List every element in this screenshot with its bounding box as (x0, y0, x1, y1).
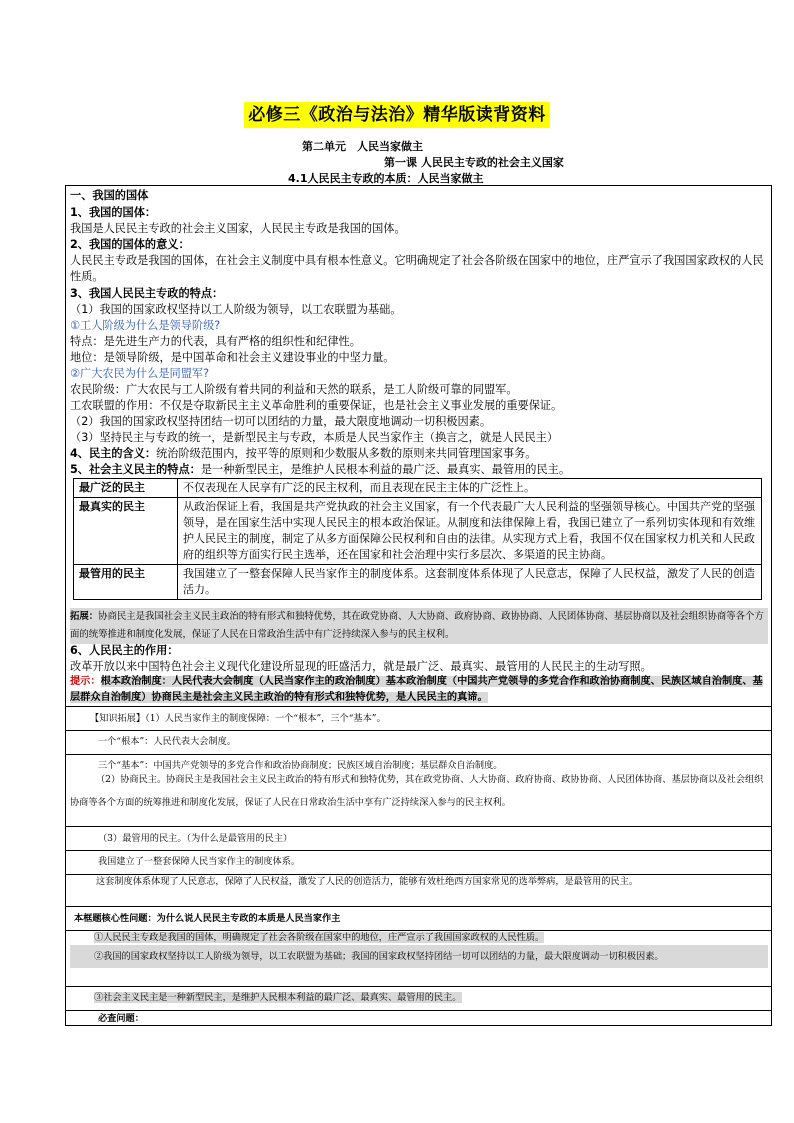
s1-p4: 特点：是先进生产力的代表，具有严格的组织性和纪律性。 (70, 335, 361, 348)
s1-p8: （2）我国的国家政权坚持团结一切可以团结的力量，最大限度地调动一切积极因素。 (70, 415, 492, 428)
s1-p1: 我国是人民民主专政的社会主义国家，人民民主专政是我国的国体。 (70, 222, 406, 235)
box-l7: 这套制度体系体现了人民意志，保障了人民权益，激发了人民的创造活力，能够有效杜绝西方国家常见的选举弊病，是最管用的民主。 (96, 876, 639, 887)
s1-line5 (70, 462, 570, 477)
s1-p6: 农民阶级：广大农民与工人阶级有着共同的利益和天然的联系，是工人阶级可靠的同盟军。 (70, 383, 518, 396)
document-title: 必修三《政治与法治》精华版读背资料 (244, 102, 550, 128)
s1-p7: 工农联盟的作用：不仅是夺取新民主主义革命胜利的重要保证，也是社会主义事业发展的重要保证。 (70, 399, 563, 412)
p12: 改革开放以来中国特色社会主义现代化建设所显现的旺盛活力，就是最广泛、最真实、最管用的人民民主的生动写照。 (70, 660, 652, 673)
box-rule (65, 906, 772, 907)
tip-text: 根本政治制度：人民代表大会制度（人民当家作主的政治制度）基本政治制度（中国共产党领导的多党合作和政治协商制度、民族区域自治制度、基层群众自治制度）协商民主是社会主义民主政治的特有形式和独特优势，是人民民主的真谛。 (70, 676, 763, 703)
s1-q2: ②广大农民为什么是同盟军? (70, 367, 210, 380)
s1-line4 (70, 446, 537, 461)
extension-label: 拓展： (70, 611, 99, 622)
extension-text: 协商民主是我国社会主义民主政治的特有形式和独特优势，其在政党协商、人大协商、政府协商、政协协商、人民团体协商、基层协商以及社会组织协商等各个方面的统筹推进和制度化发展，保证了人民在日常政治生活中有广泛持续深入参与的民主权利。 (70, 611, 764, 640)
table-key: 最管用的民主 (74, 565, 178, 600)
s1-heading: 一、我国的国体 (70, 189, 149, 202)
table-value: 从政治保证上看，我国是共产党执政的社会主义国家，有一个代表最广大人民利益的坚强领导核心。中国共产党的坚强领导，是在国家生活中实现人民民主的根本政治保证。从制度和法律保障上看，我国已建立了一系列切实体现和有效维护人民民主的制度，制定了从多方面保障公民权利和自由的法律。从实现方式上看，我国不仅在国家权力机关和人民政府的组织等方面实行民主选举，还在国家和社会治理中实行多层次、多渠道的民主协商。 (178, 498, 762, 565)
box-rule (65, 986, 772, 987)
democracy-table (73, 478, 762, 600)
box-l11 (94, 990, 462, 1005)
box-rule (65, 850, 772, 851)
table-row (74, 479, 762, 498)
box-l10: ②我国的国家政权坚持以工人阶级为领导，以工农联盟为基础；我国的国家政权坚持团结一切可以团结的力量，最大限度调动一切积极因素。 (70, 945, 768, 968)
table-value: 我国建立了一整套保障人民当家作主的制度体系。这套制度体系体现了人民意志，保障了人民权益，激发了人民的创造活力。 (178, 565, 762, 600)
tip-note (70, 674, 768, 706)
box-l12: 必查问题： (98, 1013, 144, 1024)
s1-h4: 4、民主的含义： (70, 447, 157, 460)
table-key: 最广泛的民主 (74, 479, 178, 498)
s1-p9: （3）坚持民主与专政的统一，是新型民主与专政，本质是人民当家作主（换言之，就是人民民主） (70, 431, 559, 444)
s1-h2: 2、我国的国体的意义： (70, 238, 190, 251)
s1-p11: 是一种新型民主，是维护人民根本利益的最广泛、最真实、最管用的民主。 (200, 463, 571, 476)
s1-h1: 1、我国的国体： (70, 206, 157, 219)
lesson-heading: 第一课 人民民主专政的社会主义国家 (384, 156, 564, 169)
box-l9 (94, 930, 544, 945)
tip-label: 提示： (70, 676, 101, 687)
box-l6: 我国建立了一整套保障人民当家作主的制度体系。 (98, 856, 301, 867)
table-row (74, 565, 762, 600)
box-rule (65, 754, 772, 755)
box-l1: 【知识拓展】（1）人民当家作主的制度保障：一个“根本”，三个“基本”。 (90, 713, 386, 724)
box-rule (65, 1010, 772, 1011)
box-l11-text: ③社会主义民主是一种新型民主，是维护人民根本利益的最广泛、最真实、最管用的民主。 (94, 992, 462, 1003)
unit-heading: 第二单元 人民当家做主 (302, 140, 423, 153)
s1-q1: ①工人阶级为什么是领导阶级? (70, 319, 221, 332)
s1-p5: 地位：是领导阶级，是中国革命和社会主义建设事业的中坚力量。 (70, 351, 395, 364)
s1-p10: 统治阶级范围内，按平等的原则和少数服从多数的原则来共同管理国家事务。 (156, 447, 537, 460)
s1-p2: 人民民主专政是我国的国体，在社会主义制度中具有根本性意义。它明确规定了社会各阶级在国家中的地位，庄严宣示了我国国家政权的人民性质。 (70, 254, 764, 283)
box-l8: 本框题核心性问题：为什么说人民民主专政的本质是人民当家作主 (74, 913, 341, 924)
h6: 6、人民民主的作用： (70, 644, 179, 657)
table-value: 不仅表现在人民享有广泛的民主权利，而且表现在民主主体的广泛性上。 (178, 479, 762, 498)
extension-note (70, 608, 768, 644)
box-l5: （3）最管用的民主。（为什么是最管用的民主） (98, 833, 293, 844)
s1-p3: （1）我国的国家政权坚持以工人阶级为领导，以工农联盟为基础。 (70, 303, 402, 316)
table-key: 最真实的民主 (74, 498, 178, 565)
section-heading: 4.1人民民主专政的本质：人民当家做主 (288, 172, 484, 185)
box-l9-text: ①人民民主专政是我国的国体，明确规定了社会各阶级在国家中的地位，庄严宣示了我国国家政权的人民性质。 (94, 932, 545, 943)
box-l4: （2）协商民主。协商民主是我国社会主义民主政治的特有形式和独特优势，其在政党协商、人大协商、政府协商、政协协商、人民团体协商、基层协商以及社会组织协商等各个方面的统筹推进和制度化发展，保证了人民在日常政治生活中享有广泛持续深入参与的民主权利。 (70, 774, 764, 808)
table-row (74, 498, 762, 565)
box-rule (65, 826, 772, 827)
s1-h3: 3、我国人民民主专政的特点： (70, 287, 224, 300)
title-wrap (0, 102, 794, 128)
s1-h5: 5、社会主义民主的特点： (70, 463, 201, 476)
box-l3: 三个“基本”：中国共产党领导的多党合作和政治协商制度；民族区域自治制度；基层群众自治制度。 (98, 760, 503, 771)
box-rule (65, 730, 772, 731)
box-l2: 一个“根本”：人民代表大会制度。 (98, 736, 237, 747)
